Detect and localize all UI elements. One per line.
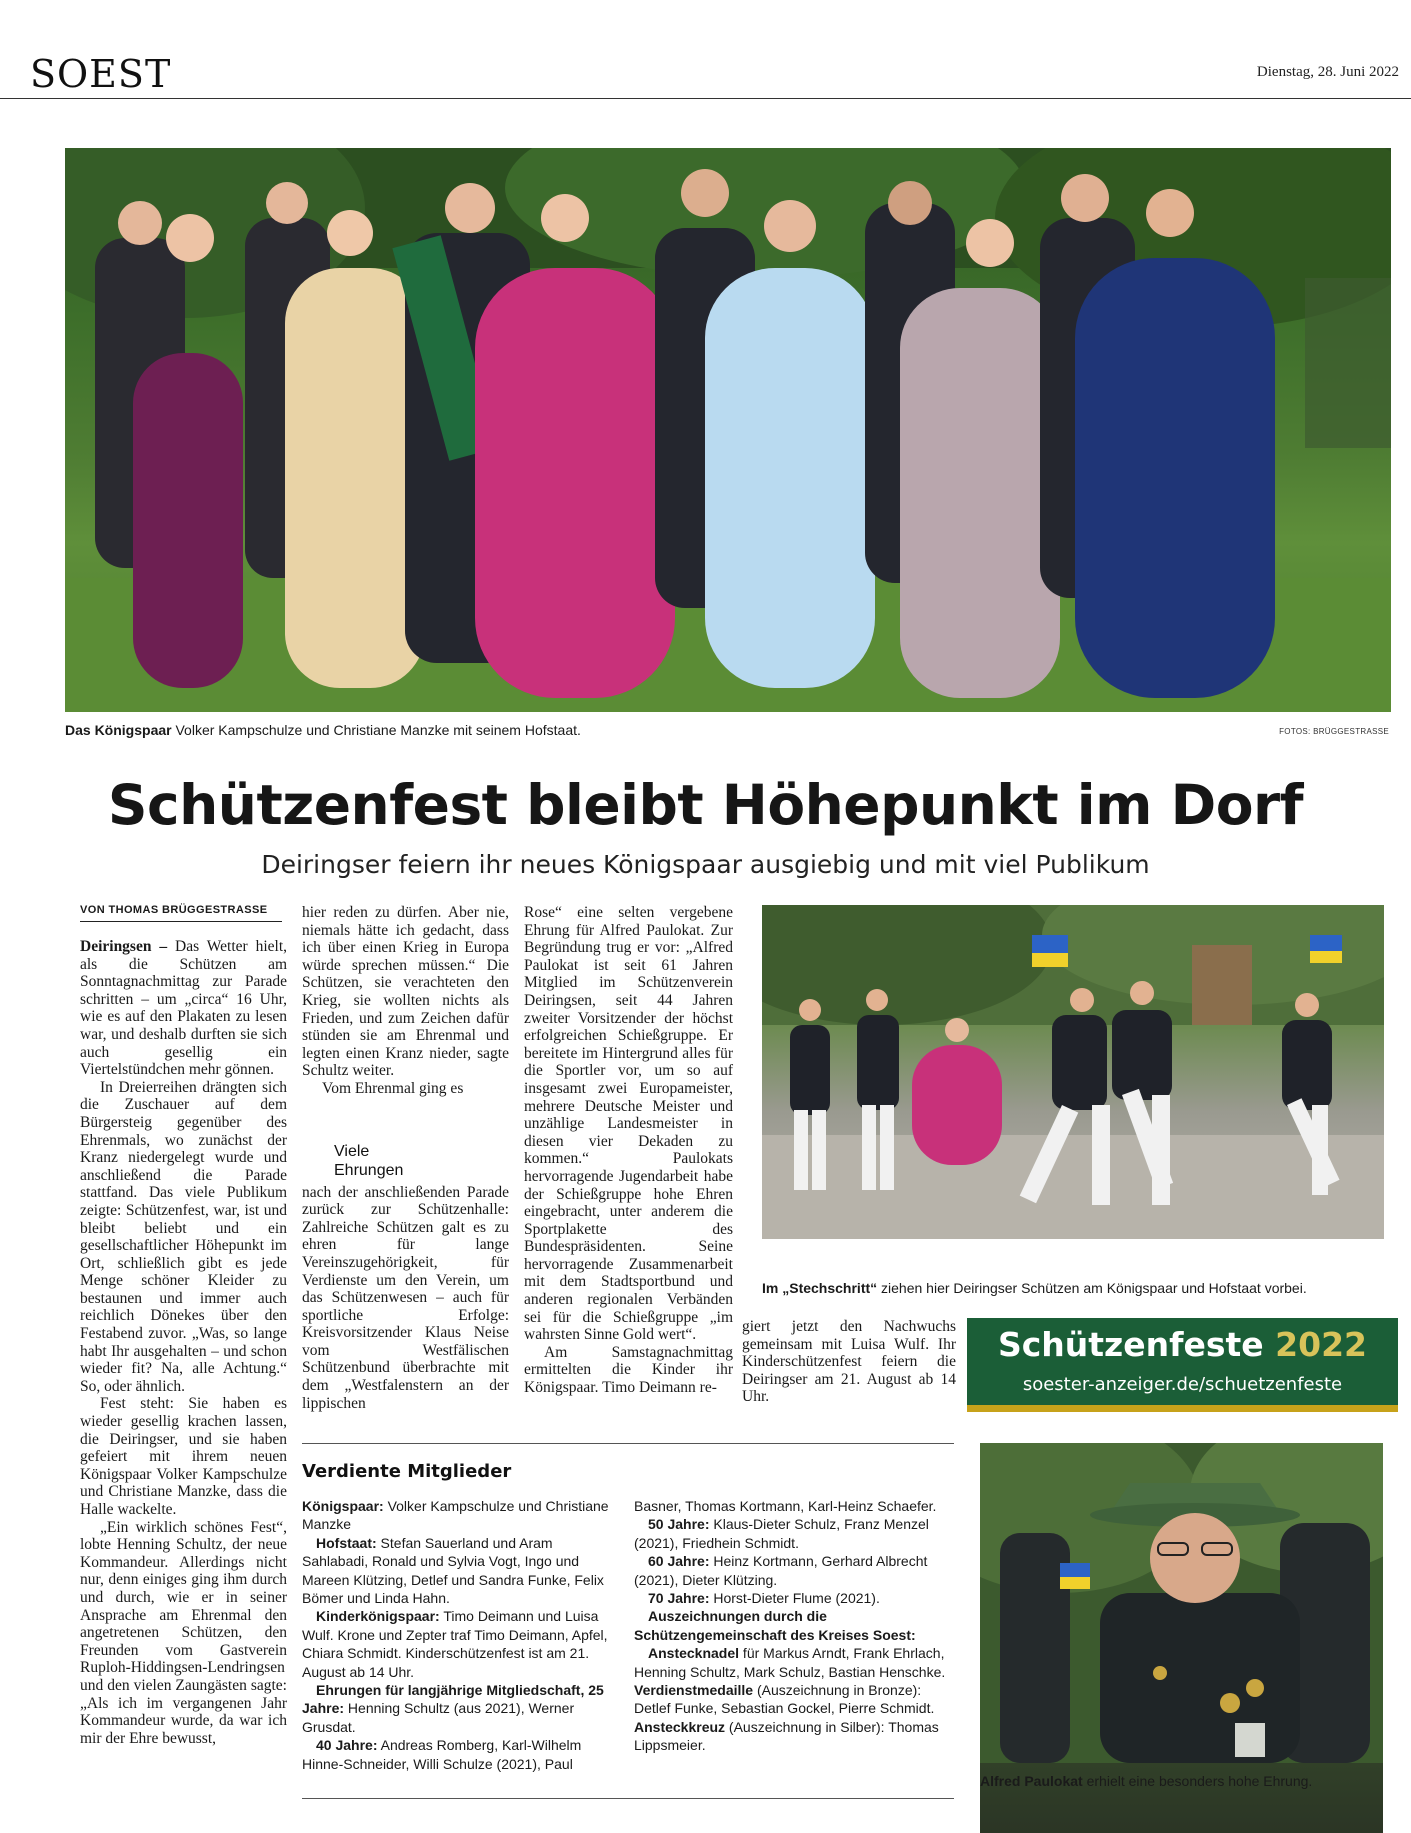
article-paragraph: giert jetzt den Nachwuchs gemeinsam mit Luisa Wulf. Ihr Kinderschützenfest feiern die Deiringser am 21. August ab 14 Uhr. <box>742 1318 956 1406</box>
article-paragraph: Fest steht: Sie haben es wieder gesellig krachen lassen, die Deiringser, und sie haben gefeiert mit ihrem neuen Königspaar Volker Kampschulze und Christiane Manzke, dass die Halle wackelte. <box>80 1395 287 1518</box>
article-paragraph: „Ein wirklich schönes Fest“, lobte Henning Schultz, der neue Kommandeur. Allerdings nicht nur, denn einiges ging ihm durch und durch, wie er in seiner Ansprache am Ehrenmal den angetretenen Schützen, den Freunden vom Gastverein Ruploh-Hiddingsen-Lendringsen und den vielen Zaungästen sagte: „Als ich im vergangenen Jahr Kommandeur wurde, da war ich mir der Ehre bewusst, <box>80 1518 287 1747</box>
caption-bold: Im „Stechschritt“ <box>762 1280 878 1296</box>
caption-bold: Das Königspaar <box>65 722 172 738</box>
honor-text: Andreas Romberg, Karl-Wilhelm Hinne-Schneider, Willi Schulze (2021), Paul <box>302 1737 582 1772</box>
honor-label: Auszeichnungen durch die Schützengemeinschaft des Kreises Soest: <box>634 1608 916 1643</box>
honor-entry <box>302 1534 617 1608</box>
honor-text: Heinz Kortmann, Gerhard Albrecht (2021), Dieter Klützing. <box>634 1553 928 1588</box>
honor-text: Stefan Sauerland und Aram Sahlabadi, Ronald und Sylvia Vogt, Ingo und Mareen Klützing, Detlef und Sandra Funke, Felix Bömer und Linda Hahn. <box>302 1534 604 1607</box>
honor-text: für Markus Arndt, Frank Ehrlach, Henning Schultz, Mark Schulz, Bastian Henschke. <box>634 1645 946 1680</box>
caption-text: erhielt eine besonders hohe Ehrung. <box>1082 1773 1313 1789</box>
honor-text: Timo Deimann und Luisa Wulf. Krone und Zepter traf Timo Deimann, Apfel, Chiara Schmidt. Kinderschützenfest ist am 21. August ab 14 Uhr. <box>302 1608 608 1680</box>
honor-entry <box>302 1736 617 1773</box>
honor-text: Horst-Dieter Flume (2021). <box>709 1590 880 1607</box>
main-photo <box>65 148 1391 712</box>
intertitle-line: Viele <box>334 1143 370 1160</box>
caption-bold: Alfred Paulokat <box>980 1773 1083 1789</box>
article-paragraph: nach der anschließenden Parade zurück zur Schützenhalle: Zahlreiche Schützen galt es zu ehren für lange Vereinszugehörigkeit, für Verdienste um den Verein, um das Schützenwesen – auch für sportliche Erfolge: Kreisvorsitzender Klaus Neise vom Westfälischen Schützenbund überbrachte mit dem „Westfalenstern an der lippischen <box>302 1183 509 1412</box>
members-box-column-2 <box>634 1497 954 1755</box>
headline: Schützenfest bleibt Höhepunkt im Dorf <box>107 773 1304 837</box>
honor-entry <box>634 1644 954 1754</box>
honor-text: (Auszeichnung in Silber): Thomas Lippsmeier. <box>634 1718 939 1754</box>
honor-entry: Basner, Thomas Kortmann, Karl-Heinz Schaefer. <box>634 1498 937 1514</box>
article-paragraph: Am Samstagnachmittag ermittelten die Kinder ihr Königspaar. Timo Deimann re- <box>524 1343 733 1397</box>
dateline: Deiringsen – <box>80 938 168 955</box>
subheadline: Deiringser feiern ihr neues Königspaar ausgiebig und mit viel Publikum <box>261 850 1150 879</box>
honor-label: 40 Jahre: <box>316 1737 378 1754</box>
banner-accent-bar <box>967 1405 1398 1412</box>
paragraph-text: Das Wetter hielt, als die Schützen am Sonntagnachmittag zur Parade schritten – um „circa“ 16 Uhr, wie es auf den Plakaten zu lesen war, und deshalb durften sie sich auch gesellig ein Viertelstündchen mehr gönnen. <box>80 938 287 1079</box>
article-column-1 <box>80 938 287 1798</box>
intertitle <box>334 1142 403 1180</box>
honor-entry <box>302 1607 617 1681</box>
honor-label: Ansteckkreuz <box>634 1718 726 1735</box>
byline: VON THOMAS BRÜGGESTRASSE <box>80 904 282 922</box>
article-column-3 <box>524 904 733 1397</box>
honor-label: Hofstaat: <box>316 1534 377 1551</box>
caption-text: Volker Kampschulze und Christiane Manzke mit seinem Hofstaat. <box>171 722 581 738</box>
intertitle-line: Ehrungen <box>334 1162 404 1179</box>
banner-title-text: Schützenfeste <box>997 1325 1264 1364</box>
honor-label: Verdienstmedaille <box>634 1682 754 1699</box>
banner-url-link[interactable]: soester-anzeiger.de/schuetzenfeste <box>1022 1374 1343 1395</box>
section-masthead: SOEST <box>30 52 172 96</box>
main-photo-caption <box>65 722 581 738</box>
honor-entry <box>634 1589 954 1607</box>
banner-year: 2022 <box>1275 1325 1368 1364</box>
article-column-4 <box>742 1318 956 1406</box>
honor-label: Königspaar: <box>302 1498 384 1514</box>
march-photo <box>762 905 1384 1239</box>
article-paragraph: In Dreierreihen drängten sich die Zuschauer auf dem Bürgersteig gegenüber des Ehrenmals, wo zunächst der Kranz niedergelegt wurde und anschließend die Parade stattfand. Das viele Publikum zeigte: Schützenfest, war, ist und bleibt beliebt und ein gesellschaftlicher Höhepunkt im Ort, schließlich gibt es jede Menge schöner Kleider zu bestaunen und immer auch reichlich Dönekes über den Festabend zuvor. „Was, so lange habt Ihr ausgehalten – und schon wieder fit? Na, alle Achtung.“ So, oder ähnlich. <box>80 1078 287 1395</box>
box-rule-bottom <box>302 1798 954 1799</box>
honor-text: Henning Schultz (aus 2021), Werner Grusdat. <box>302 1700 575 1735</box>
honor-label: Ehrungen für langjährige Mitgliedschaft, 25 Jahre: <box>302 1682 604 1717</box>
box-rule-top <box>302 1443 954 1444</box>
article-paragraph: hier reden zu dürfen. Aber nie, niemals hätte ich gedacht, dass ich über einen Krieg in Europa würde sprechen müssen.“ Die Schützen, sie verachteten den Krieg, sie wollten nichts als Frieden, und zum Zeichen dafür stünden sie am Ehrenmal und legten einen Kranz nieder, sagte Schultz weiter. <box>302 904 509 1080</box>
march-photo-caption <box>762 1280 1307 1296</box>
honor-entry <box>634 1607 954 1644</box>
members-box-column-1 <box>302 1497 617 1773</box>
honor-label: Anstecknadel <box>648 1645 740 1662</box>
honor-text: (Auszeichnung in Bronze): Detlef Funke, Sebastian Gockel, Pierre Schmidt. <box>634 1682 935 1717</box>
caption-text: ziehen hier Deiringser Schützen am Königspaar und Hofstaat vorbei. <box>877 1280 1307 1296</box>
honor-entry <box>302 1681 617 1736</box>
photo-credit: FOTOS: BRÜGGESTRASSE <box>1279 727 1389 736</box>
masthead-rule <box>0 98 1411 99</box>
members-box-title: Verdiente Mitglieder <box>302 1461 512 1482</box>
honor-entry <box>634 1552 954 1589</box>
honor-label: 60 Jahre: <box>648 1553 710 1570</box>
paulokat-photo-caption <box>980 1773 1312 1789</box>
honor-label: Kinderkönigspaar: <box>316 1608 440 1625</box>
article-paragraph: Rose“ eine selten vergebene Ehrung für Alfred Paulokat. Zur Begründung trug er vor: „Alfred Paulokat ist seit 61 Jahren Mitglied im Schützenverein Deiringsen, seit 44 Jahren zweiter Vorsitzender der höchst erfolgreichen Schießgruppe. Er bereitete im Hintergrund alles für die Sportler vor, um so auf insgesamt zwei Europameister, mehrere Deutsche Meister und unzählige Landesmeister in diesen vier Dekaden zu kommen.“ Paulokats hervorragende Jugendarbeit habe der Schießgruppe hohe Ehren eingebracht, unter anderem die Sportplakette des Bundespräsidenten. Seine hervorragende Zusammenarbeit mit dem Stadtsportbund und anderen regionalen Verbänden sei für die Schießgruppe „im wahrsten Sinne Gold wert“. <box>524 904 733 1344</box>
honor-entry <box>302 1497 617 1534</box>
honor-entry <box>634 1515 954 1552</box>
article-paragraph: Vom Ehrenmal ging es <box>322 1079 464 1097</box>
banner-title[interactable] <box>967 1325 1398 1364</box>
honor-label: 70 Jahre: <box>648 1590 710 1607</box>
article-paragraph <box>80 938 287 1079</box>
honor-text: Volker Kampschulze und Christiane Manzke <box>302 1498 609 1533</box>
issue-date: Dienstag, 28. Juni 2022 <box>1256 64 1399 80</box>
honor-text: Klaus-Dieter Schulz, Franz Menzel (2021), Friedhein Schmidt. <box>634 1516 929 1551</box>
honor-label: 50 Jahre: <box>648 1516 710 1533</box>
